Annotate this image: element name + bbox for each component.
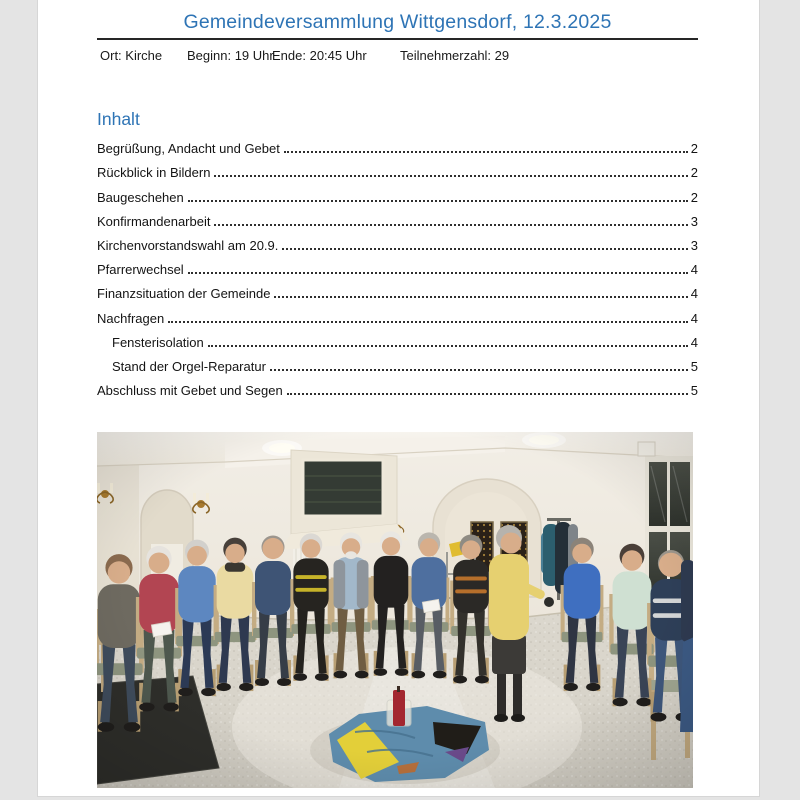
toc-dot-leader	[208, 345, 688, 347]
toc-dot-leader	[214, 175, 687, 177]
meeting-photo	[97, 432, 693, 788]
toc-list	[97, 134, 698, 400]
title-rule	[97, 38, 698, 40]
toc-dot-leader	[282, 248, 687, 250]
toc-page-number: 3	[690, 237, 698, 253]
toc-entry[interactable]	[97, 207, 698, 231]
toc-page-number: 5	[690, 358, 698, 374]
toc-entry[interactable]	[97, 158, 698, 182]
toc-entry-label: Nachfragen	[97, 310, 165, 326]
toc-entry[interactable]	[97, 182, 698, 206]
document-content	[97, 0, 698, 400]
toc-entry[interactable]	[97, 352, 698, 376]
toc-dot-leader	[274, 296, 687, 298]
toc-entry[interactable]	[97, 231, 698, 255]
toc-entry-label: Baugeschehen	[97, 189, 184, 205]
toc-entry-label: Fensterisolation	[112, 334, 204, 350]
toc-entry-label: Konfirmandenarbeit	[97, 213, 211, 229]
toc-dot-leader	[168, 321, 688, 323]
toc-entry[interactable]	[97, 376, 698, 400]
toc-page-number: 5	[690, 383, 698, 399]
toc-page-number: 3	[690, 213, 698, 229]
page-title: Gemeindeversammlung Wittgensdorf, 12.3.2025	[183, 11, 612, 33]
toc-entry[interactable]	[97, 303, 698, 327]
toc-page-number: 2	[690, 189, 698, 205]
toc-entry-label: Rückblick in Bildern	[97, 165, 211, 181]
document-page	[38, 0, 759, 796]
meta-beginn: Beginn: 19 Uhr	[187, 48, 274, 63]
toc-entry[interactable]	[97, 134, 698, 158]
toc-entry[interactable]	[97, 328, 698, 352]
toc-entry-label: Stand der Orgel-Reparatur	[112, 358, 266, 374]
photo-vignette	[97, 432, 693, 788]
meta-teilnehmer: Teilnehmerzahl: 29	[400, 48, 510, 63]
toc-entry-label: Abschluss mit Gebet und Segen	[97, 383, 283, 399]
toc-heading: Inhalt	[97, 109, 140, 129]
toc-entry[interactable]	[97, 279, 698, 303]
toc-dot-leader	[188, 272, 688, 274]
toc-page-number: 2	[690, 165, 698, 181]
toc-page-number: 4	[690, 262, 698, 278]
toc-page-number: 4	[690, 310, 698, 326]
toc-entry[interactable]	[97, 255, 698, 279]
toc-page-number: 2	[690, 141, 698, 157]
toc-page-number: 4	[690, 334, 698, 350]
meeting-meta	[97, 48, 698, 66]
toc-entry-label: Pfarrerwechsel	[97, 262, 184, 278]
toc-dot-leader	[284, 151, 688, 153]
toc-dot-leader	[270, 369, 688, 371]
toc-dot-leader	[188, 200, 688, 202]
toc-dot-leader	[287, 393, 688, 395]
meta-ende: Ende: 20:45 Uhr	[272, 48, 367, 63]
toc-entry-label: Kirchenvorstandswahl am 20.9.	[97, 237, 279, 253]
toc-page-number: 4	[690, 286, 698, 302]
toc-dot-leader	[214, 224, 687, 226]
toc-entry-label: Begrüßung, Andacht und Gebet	[97, 141, 280, 157]
toc-entry-label: Finanzsituation der Gemeinde	[97, 286, 271, 302]
meta-ort: Ort: Kirche	[100, 48, 163, 63]
